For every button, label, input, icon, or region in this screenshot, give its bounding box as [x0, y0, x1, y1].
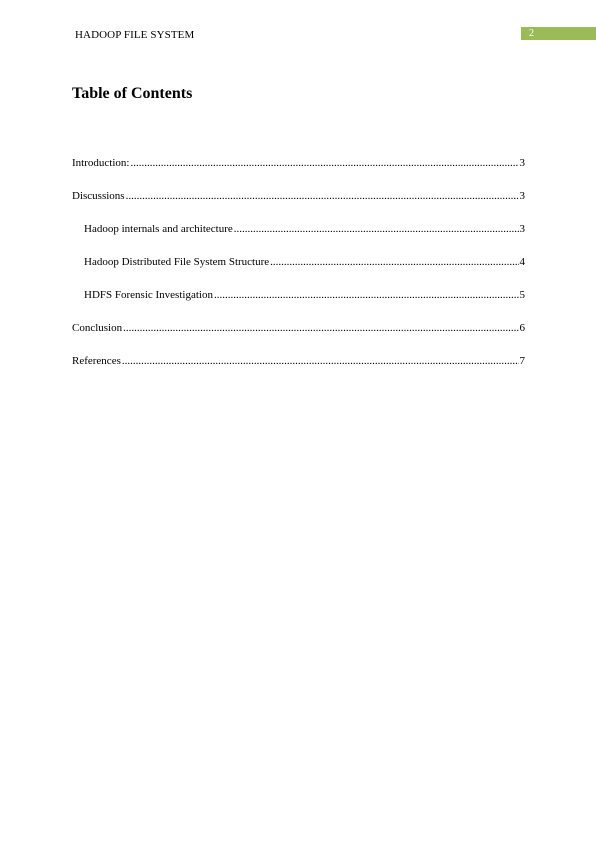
toc-entry-text: Conclusion — [72, 322, 123, 334]
toc-entry-references[interactable] — [72, 353, 525, 386]
page-number-badge — [521, 27, 596, 40]
toc-entry-hdfs-structure[interactable] — [72, 254, 525, 287]
toc-entry-text: Hadoop Distributed File System Structure — [84, 256, 270, 268]
toc-entry-text: Introduction: — [72, 157, 130, 169]
toc-entry-page: 3 — [519, 190, 525, 202]
page-number: 2 — [529, 28, 534, 39]
toc-entry-page: 6 — [519, 322, 525, 334]
toc-entry-hdfs-forensic[interactable] — [72, 287, 525, 320]
toc-leader-dots — [123, 320, 518, 336]
toc-entry-discussions[interactable] — [72, 188, 525, 221]
toc-leader-dots — [130, 155, 518, 171]
toc-entry-page: 5 — [519, 289, 525, 301]
toc-leader-dots — [214, 287, 519, 303]
toc-entry-conclusion[interactable] — [72, 320, 525, 353]
toc-leader-dots — [126, 188, 519, 204]
toc-entry-text: Hadoop internals and architecture — [84, 223, 233, 235]
toc-leader-dots — [270, 254, 518, 270]
toc-entry-page: 3 — [519, 223, 525, 235]
toc-entry-page: 4 — [519, 256, 525, 268]
toc-leader-dots — [122, 353, 519, 369]
toc-heading: Table of Contents — [72, 85, 193, 102]
running-header-title: HADOOP FILE SYSTEM — [75, 29, 195, 41]
toc-entry-text: Discussions — [72, 190, 125, 202]
toc-entry-page: 3 — [519, 157, 525, 169]
toc-entry-page: 7 — [519, 355, 525, 367]
toc-leader-dots — [234, 221, 519, 237]
toc-entry-introduction[interactable] — [72, 155, 525, 188]
toc-entry-text: HDFS Forensic Investigation — [84, 289, 213, 301]
toc-entry-hadoop-internals[interactable] — [72, 221, 525, 254]
toc-list — [72, 155, 525, 386]
toc-entry-text: References — [72, 355, 121, 367]
